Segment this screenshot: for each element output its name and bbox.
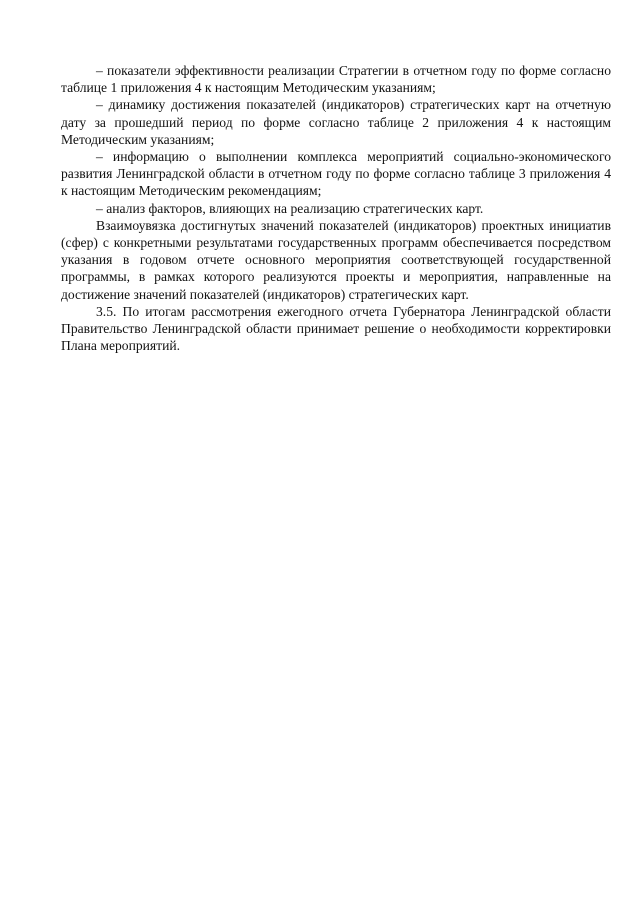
paragraph-3-5: 3.5. По итогам рассмотрения ежегодного отчета Губернатора Ленинградской области Правительство Ленинградской области принимает решение о необходимости корректировки Плана мероприятий.: [61, 303, 611, 354]
bullet-factor-analysis: – анализ факторов, влияющих на реализацию стратегических карт.: [96, 200, 484, 216]
paragraph-interlinkage: Взаимоувязка достигнутых значений показателей (индикаторов) проектных инициатив (сфер) с конкретными результатами государственных программ обеспечивается посредством указания в годовом отчете основного мероприятия соответствующей государственной программы, в рамках которого реализуются проекты и мероприятия, направленные на достижение значений показателей (индикаторов) стратегических карт.: [61, 217, 611, 302]
document-page: [61, 62, 611, 354]
bullet-indicator-dynamics: – динамику достижения показателей (индикаторов) стратегических карт на отчетную дату за прошедший период по форме согласно таблице 2 приложения 4 к настоящим Методическим указаниям;: [61, 97, 611, 147]
bullet-activities-info: – информацию о выполнении комплекса мероприятий социально-экономического развития Ленинградской области в отчетном году по форме согласно таблице 3 приложения 4 к настоящим Методическим рекомендациям;: [61, 149, 611, 199]
bullet-performance-indicators: – показатели эффективности реализации Стратегии в отчетном году по форме согласно таблице 1 приложения 4 к настоящим Методическим указаниям;: [61, 63, 611, 96]
